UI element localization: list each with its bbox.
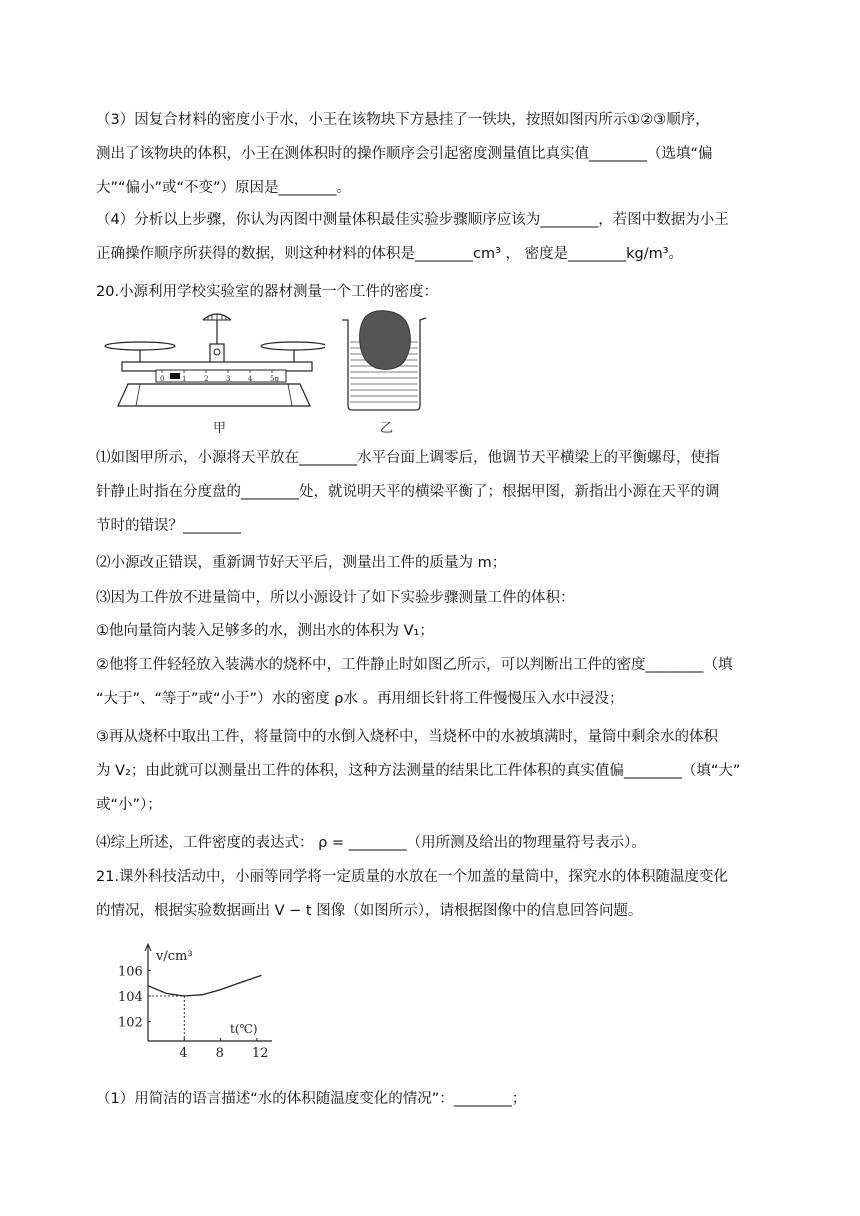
text-line: （4）分析以上步骤，你认为丙图中测量体积最佳实验步骤顺序应该为________，若图中数据为小王 bbox=[96, 212, 729, 228]
balance-drawing bbox=[100, 306, 325, 436]
text-line: 20.小源利用学校实验室的器材测量一个工件的密度： bbox=[96, 284, 439, 300]
text-line: ①他向量筒内装入足够多的水，测出水的体积为 V₁； bbox=[96, 623, 434, 639]
x-tick-label: 12 bbox=[251, 1046, 269, 1061]
x-tick-label: 4 bbox=[179, 1046, 188, 1061]
text-line: 为 V₂；由此就可以测量出工件的体积，这种方法测量的结果比工件体积的真实值偏________（填“大” bbox=[96, 763, 741, 779]
text-line: 或“小”）； bbox=[96, 797, 162, 813]
scale-tick-label: 2 bbox=[204, 375, 209, 383]
text-line: （3）因复合材料的密度小于水，小王在该物块下方悬挂了一铁块，按照如图丙所示①②③顺序， bbox=[96, 112, 710, 128]
y-tick-label: 106 bbox=[118, 964, 143, 980]
scale-tick-label: 0 bbox=[160, 375, 165, 383]
v-t-chart-svg bbox=[110, 938, 280, 1068]
x-axis-label: t(℃) bbox=[230, 1022, 258, 1036]
text-line: 21.课外科技活动中，小丽等同学将一定质量的水放在一个加盖的量筒中，探究水的体积随温度变化 bbox=[96, 869, 729, 885]
text-line: ⑷综上所述，工件密度的表达式： ρ = ________（用所测及给出的物理量符号表示）。 bbox=[96, 835, 646, 851]
text-line: 的情况，根据实验数据画出 V − t 图像（如图所示），请根据图像中的信息回答问题。 bbox=[96, 903, 643, 919]
text-line: ⑶因为工件放不进量筒中，所以小源设计了如下实验步骤测量工件的体积： bbox=[96, 590, 575, 606]
text-line: 正确操作顺序所获得的数据，则这种材料的体积是________cm³ ， 密度是________kg/m³。 bbox=[96, 246, 684, 262]
text-line: ⑴如图甲所示，小源将天平放在________水平台面上调零后，他调节天平横梁上的平衡螺母，使指 bbox=[96, 450, 720, 466]
y-axis-label: v/cm³ bbox=[156, 949, 193, 964]
text-line: ③再从烧杯中取出工件，将量筒中的水倒入烧杯中，当烧杯中的水被填满时，量筒中剩余水的体积 bbox=[96, 729, 718, 745]
scale-tick-label: 5g bbox=[270, 375, 279, 383]
beaker-drawing bbox=[336, 304, 436, 436]
y-tick-label: 104 bbox=[118, 990, 143, 1005]
balance-figure bbox=[100, 306, 325, 436]
text-line: 测出了该物块的体积，小王在测体积时的操作顺序会引起密度测量值比真实值________（选填“偏 bbox=[96, 146, 713, 162]
text-line: 节时的错误？________ bbox=[96, 518, 241, 534]
series-line bbox=[148, 975, 262, 996]
scale-tick-label: 1 bbox=[182, 375, 187, 383]
text-line: “大于”、“等于”或“小于”）水的密度 ρ水 。再用细长针将工件慢慢压入水中浸没； bbox=[96, 691, 624, 707]
scale-tick-label: 4 bbox=[248, 375, 253, 383]
text-line: ②他将工件轻轻放入装满水的烧杯中，工件静止时如图乙所示，可以判断出工件的密度________（填 bbox=[96, 657, 733, 673]
text-line: 针静止时指在分度盘的________处，就说明天平的横梁平衡了；根据甲图，新指出小源在天平的调 bbox=[96, 484, 720, 500]
figure-label-jia: 甲 bbox=[213, 421, 227, 436]
text-line: ⑵小源改正错误，重新调节好天平后，测量出工件的质量为 m； bbox=[96, 555, 507, 571]
x-tick-label: 8 bbox=[215, 1046, 224, 1061]
scale-tick-label: 3 bbox=[226, 375, 231, 383]
figure-label-yi: 乙 bbox=[380, 421, 394, 436]
y-tick-label: 102 bbox=[118, 1015, 143, 1031]
v-t-chart bbox=[110, 938, 280, 1068]
beaker-figure bbox=[336, 304, 436, 436]
text-line: 大”“偏小”或“不变”）原因是________。 bbox=[96, 180, 352, 196]
text-line: （1）用简洁的语言描述“水的体积随温度变化的情况”：________； bbox=[96, 1091, 527, 1107]
